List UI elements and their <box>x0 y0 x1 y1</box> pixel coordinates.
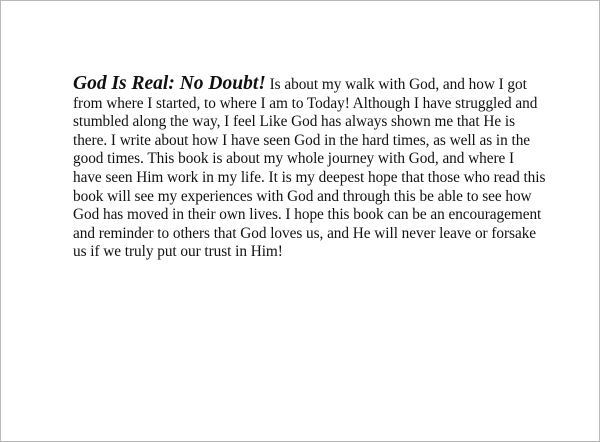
text-line: stumbled along the way, I feel Like God has always shown me that He is <box>73 113 515 131</box>
text-line: from where I started, to where I am to Today! Although I have struggled and <box>73 94 538 112</box>
text-line: book will see my experiences with God and through this be able to see how <box>73 187 532 205</box>
text-line: good times. This book is about my whole journey with God, and where I <box>73 150 515 168</box>
book-description <box>73 75 553 262</box>
book-title: God Is Real: No Doubt! <box>73 73 266 94</box>
text-line: Is about my walk with God, and how I got <box>265 76 527 93</box>
text-line: there. I write about how I have seen God in the hard times, as well as in the <box>73 131 531 149</box>
text-line: and reminder to others that God loves us, and He will never leave or forsake <box>73 224 537 242</box>
text-line: us if we truly put our trust in Him! <box>73 243 283 261</box>
text-line: God has moved in their own lives. I hope this book can be an encouragement <box>73 206 542 224</box>
text-line: have seen Him work in my life. It is my deepest hope that those who read this <box>73 168 546 186</box>
